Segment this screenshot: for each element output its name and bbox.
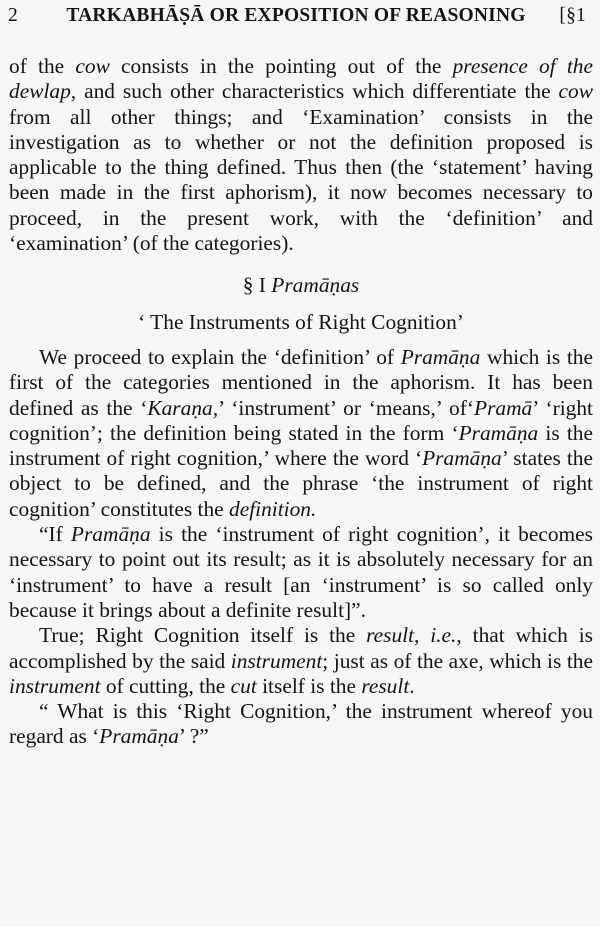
page-number: 2 [8, 5, 18, 26]
paragraph-objection-result [9, 522, 593, 623]
text-run: ’ ‘right cognition’; the definition being stated in the form ‘ [9, 395, 593, 445]
italic-term: Pramā [474, 395, 533, 420]
text-run: itself is the [256, 673, 362, 698]
italic-term: result [366, 623, 415, 648]
italic-term: definition. [229, 496, 317, 521]
italic-term: Pramāṇa [70, 522, 151, 547]
section-title: Pramāṇas [271, 273, 360, 298]
paragraph-definition-examination [9, 54, 593, 256]
text-run: We proceed to explain the ‘definition’ of [39, 344, 401, 369]
paragraph-reply-result [9, 623, 593, 699]
section-subtitle: ‘ The Instruments of Right Cognition’ [138, 309, 464, 334]
italic-term: result [361, 673, 410, 698]
italic-term: cow [75, 54, 110, 78]
italic-term: Pramāṇa [422, 446, 502, 471]
text-run: ’ states the object to be defined, and the phrase ‘the instrument of right cognition’ constitutes the [9, 446, 593, 521]
text-run: . [409, 673, 415, 698]
italic-term: presence of the dewlap, [9, 54, 593, 104]
running-header [6, 2, 586, 30]
page-body [9, 54, 593, 750]
section-heading [9, 273, 593, 298]
text-run: True; Right Cognition itself is the [39, 623, 367, 648]
italic-term: instrument [230, 648, 323, 673]
text-run: of cutting, the [100, 673, 231, 698]
text-run: and such other characteristics which differentiate the [76, 79, 559, 104]
text-run: is the instrument of right cognition,’ where the word ‘ [9, 420, 593, 471]
text-run: which is the first of the categories mentioned in the aphorism. It has been defined as the ‘ [9, 344, 593, 420]
italic-term: i.e. [430, 623, 457, 648]
section-reference: [§1 [559, 5, 586, 26]
text-run: “ What is this ‘Right Cognition,’ the instrument whereof you regard as ‘ [9, 699, 593, 749]
text-run: , that which is accomplished by the said [9, 623, 593, 673]
text-run: “If [39, 522, 71, 547]
italic-term: Pramāṇa [400, 344, 481, 369]
text-run: , [414, 623, 431, 648]
text-run: ; just as of the axe, which is the [322, 648, 593, 673]
italic-term: Pramāṇa [458, 420, 539, 445]
paragraph-pramana-definition [9, 345, 593, 522]
italic-term: Pramāṇa [99, 724, 179, 749]
text-run: is the ‘instrument of right cognition’, it becomes necessary to point out its result; as it is absolutely necessary for an ‘instrument’ to have a result [an ‘instrument’ is so called only because it brings about a definite result]”. [9, 522, 594, 622]
text-run: consists in the pointing out of the [109, 54, 453, 78]
italic-term: Karaṇa [147, 395, 213, 420]
text-run: ’ ?” [178, 724, 209, 749]
text-run: of the [9, 54, 76, 78]
paragraph-question-right-cognition [9, 699, 593, 750]
italic-term: cow [558, 79, 593, 104]
running-title: TARKABHĀṢĀ OR EXPOSITION OF REASONING [66, 5, 526, 26]
text-run: ,’ ‘instrument’ or ‘means,’ of‘ [212, 395, 474, 420]
italic-term: cut [230, 673, 257, 698]
italic-term: instrument [9, 673, 101, 698]
text-run: from all other things; and ‘Examination’ consists in the investigation as to whether or not the definition proposed is applicable to the thing defined. Thus then (the ‘statement’ having been made in the first aphorism), it now becomes necessary to proceed, in the present work, with the ‘definition’ and ‘examination’ (of the categories). [9, 104, 593, 256]
section-number: § I [242, 273, 272, 298]
